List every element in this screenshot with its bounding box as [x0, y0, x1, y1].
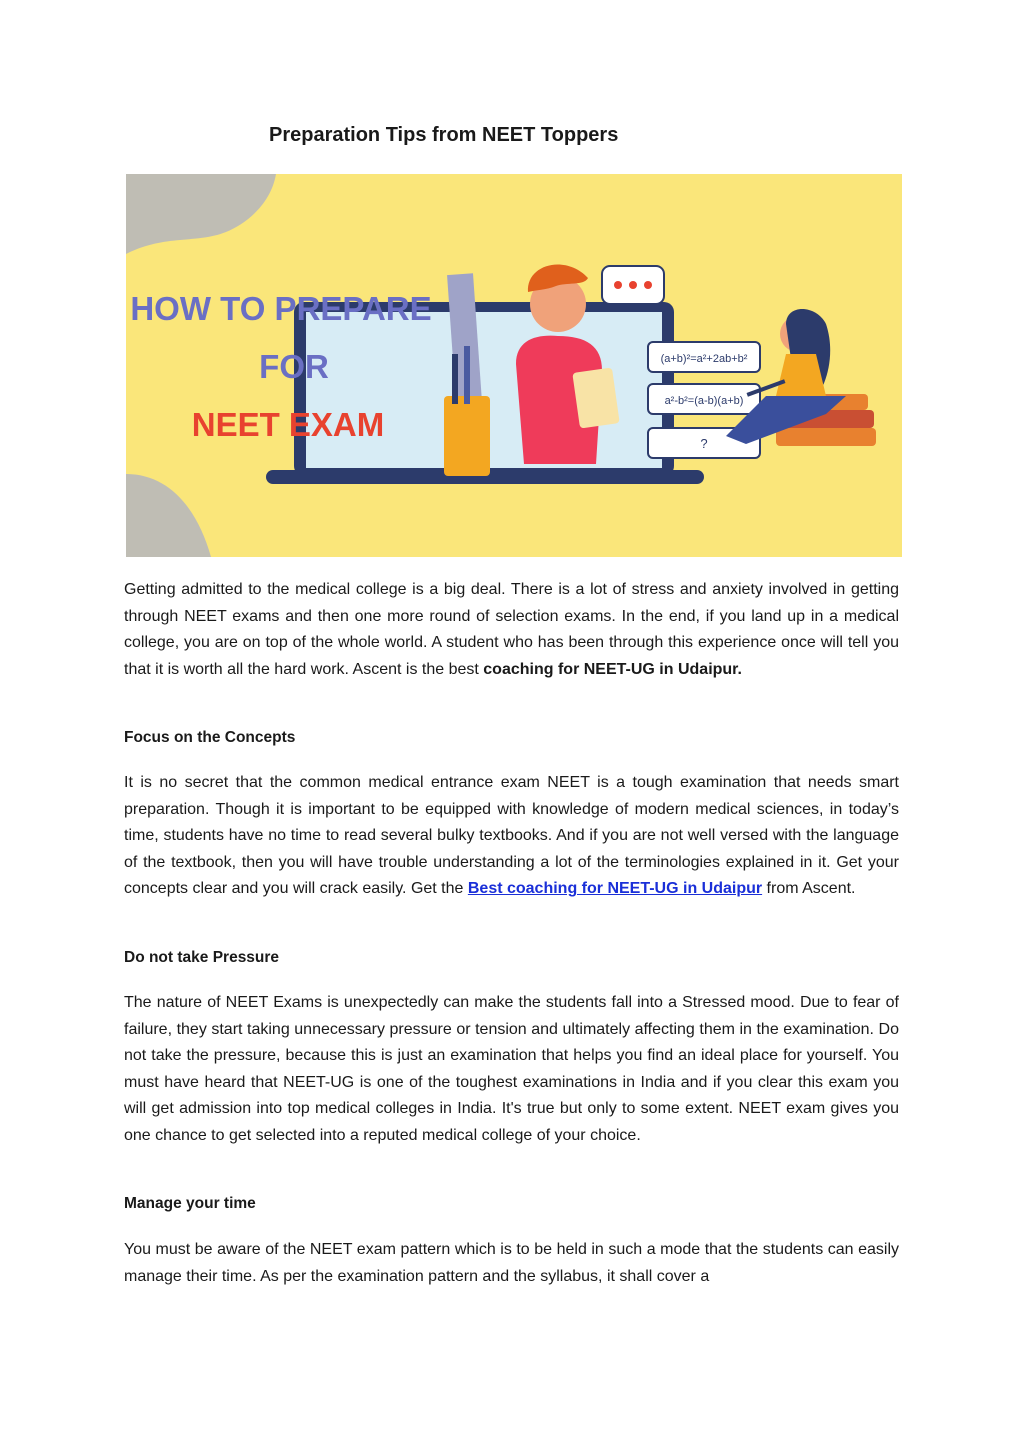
banner-illustration: [126, 174, 902, 557]
blob-bottom-left: [126, 474, 211, 557]
section-heading-2: Do not take Pressure: [124, 949, 280, 966]
section-3-block: [124, 1237, 899, 1290]
intro-bold: coaching for NEET-UG in Udaipur.: [483, 660, 742, 678]
pencil-2: [464, 346, 470, 404]
formula-1: (a+b)²=a²+2ab+b²: [660, 353, 748, 365]
banner-line-3: NEET EXAM: [191, 406, 385, 443]
section-heading-3: Manage your time: [124, 1195, 256, 1212]
section-2-block: [124, 990, 899, 1150]
pencil-cup: [444, 396, 490, 476]
book-1: [776, 428, 876, 446]
blob-top-left: [126, 174, 276, 254]
section-heading-2-block: [124, 949, 899, 967]
chat-dot-1: [614, 281, 622, 289]
section-heading-3-block: [124, 1195, 899, 1213]
page-title: Preparation Tips from NEET Toppers: [269, 124, 619, 146]
section-1-after: from Ascent.: [762, 880, 856, 898]
section-heading-1-block: [124, 729, 899, 747]
banner-line-2: FOR: [259, 348, 329, 385]
coaching-link[interactable]: Best coaching for NEET-UG in Udaipur: [467, 880, 763, 898]
formula-2: a²-b²=(a-b)(a+b): [664, 395, 744, 407]
chat-dot-3: [644, 281, 652, 289]
intro-text: Getting admitted to the medical college is a big deal. There is a lot of stress and anxiety involved in getting through NEET exams and then one more round of selection exams. In the end, if you land up in a medical college, you are on top of the whole world. A student who has been through this experience once will tell you that it is worth all the hard work. Ascent is the best: [124, 581, 899, 678]
section-1-text: It is no secret that the common medical entrance exam NEET is a tough examination that needs smart preparation. Though it is important to be equipped with knowledge of modern medical sciences, in today’s time, students have no time to read several bulky textbooks. And if you are not well versed with the language of the textbook, then you will have trouble understanding a lot of the terminologies explained in it. Get your concepts clear and you will crack easily. Get the: [124, 774, 899, 898]
intro-paragraph-block: [124, 577, 899, 683]
pencil-1: [452, 354, 458, 404]
formula-3: ?: [700, 436, 708, 451]
boy-notepad: [572, 367, 619, 428]
section-1-paragraph: [124, 770, 899, 903]
section-2-paragraph: The nature of NEET Exams is unexpectedly can make the students fall into a Stressed mood. Due to fear of failure, they start taking unnecessary pressure or tension and ultimately affecting them in the examination. Do not take the pressure, because this is just an examination that helps you find an ideal place for yourself. You must have heard that NEET-UG is one of the toughest examinations in India and if you clear this exam you will get admission into top medical colleges in India. It's true but only to some extent. NEET exam gives you one chance to get selected into a reputed medical college of your choice.: [124, 994, 899, 1144]
section-3-paragraph: You must be aware of the NEET exam pattern which is to be held in such a mode that the students can easily manage their time. As per the examination pattern and the syllabus, it shall cover a: [124, 1241, 899, 1285]
section-1-block: [124, 770, 899, 903]
banner-image: [126, 174, 902, 557]
chat-dot-2: [629, 281, 637, 289]
section-heading-1: Focus on the Concepts: [124, 729, 296, 746]
intro-paragraph: [124, 577, 899, 683]
banner-line-1: HOW TO PREPARE: [130, 290, 432, 327]
